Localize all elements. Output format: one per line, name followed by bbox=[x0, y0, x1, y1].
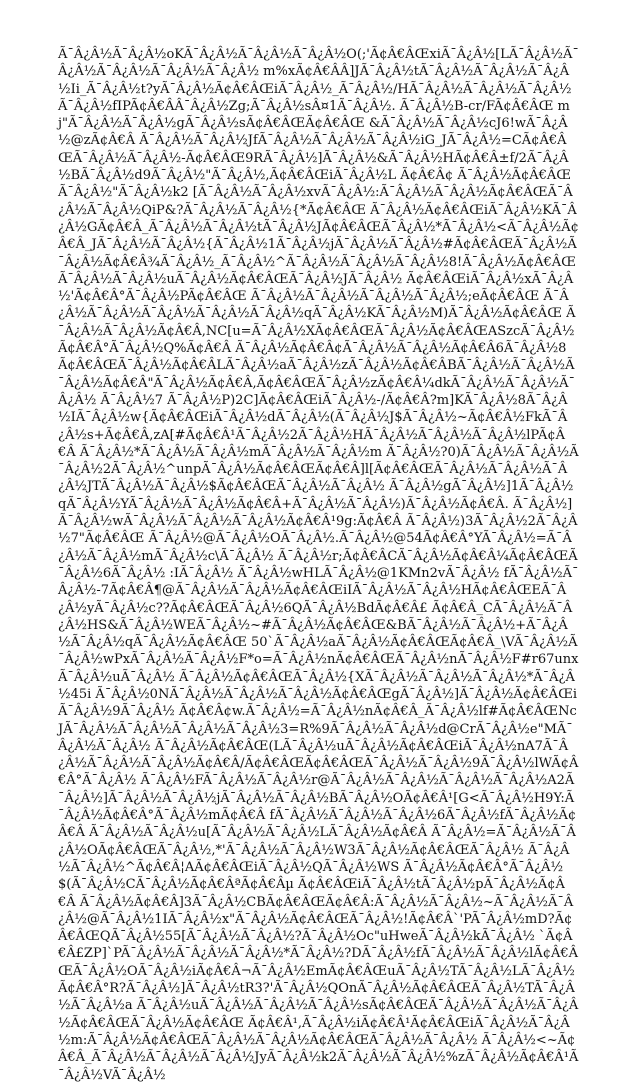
garbled-body-text: Ã¯Â¿Â½Ã¯Â¿Â½oKÃ¯Â¿Â½Ã¯Â¿Â½Ã¯Â¿Â½O(;'Ã¢Â€ÂŒxiÃ¯Â¿Â½[LÃ¯Â¿Â½Ã¯Â¿Â½Ã¯Â¿Â½Ã¯Â¿Â½Ã¯Â¿Â½ m%xÃ¢Â€ÂÂ]JÃ¯Â¿Â½tÃ¯Â¿Â½Ã¯Â¿Â½Ã¯Â¿Â½Ii_Ã¯Â¿Â½t?yÃ¯Â¿Â½Ã¢Â€ÂŒiÃ¯Â¿Â½_Ã¯Â¿Â½/HÃ¯Â¿Â½Ã¯Â¿Â½Ã¯Â¿Â½ Ã¯Â¿Â½fIPÃ¢Â€ÂÂ¯Â¿Â½Zg;Ã¯Â¿Â½sÂ¤1Ã¯Â¿Â½. Ã¯Â¿Â½B-cr/FÃ¢Â€ÂŒ mj"Ã¯Â¿Â½Ã¯Â¿Â½gÃ¯Â¿Â½sÃ¢Â€ÂŒÃ¢Â€ÂŒ &Ã¯Â¿Â½Ã¯Â¿Â½cJ6!wÃ¯Â¿Â½@zÃ¢Â€Â Ã¯Â¿Â½Ã¯Â¿Â½JfÃ¯Â¿Â½Ã¯Â¿Â½Ã¯Â¿Â½iG_JÃ¯Â¿Â½=CÃ¢Â€ÂŒÃ¯Â¿Â½Ã¯Â¿Â½-Ã¢Â€ÂŒ9RÃ¯Â¿Â½]Ã¯Â¿Â½&Ã¯Â¿Â½HÃ¢Â€Â±f/2Ã¯Â¿Â½BÃ¯Â¿Â½d9Ã¯Â¿Â½"Ã¯Â¿Â½,Ã¢Â€ÂŒiÃ¯Â¿Â½L Ã¢Â€Â¢ Ã¯Â¿Â½Ã¢Â€ÂŒ Ã¯Â¿Â½"Ã¯Â¿Â½k2 [Ã¯Â¿Â½Ã¯Â¿Â½xvÃ¯Â¿Â½:Ã¯Â¿Â½Ã¯Â¿Â½Ã¢Â€ÂŒÃ¯Â¿Â½Ã¯Â¿Â½QiP&?Ã¯Â¿Â½Ã¯Â¿Â½{*Ã¢Â€ÂŒ Ã¯Â¿Â½Ã¢Â€ÂŒiÃ¯Â¿Â½KÃ¯Â¿Â½GÃ¢Â€Â_Ã¯Â¿Â½Ã¯Â¿Â½tÃ¯Â¿Â½JÃ¢Â€ÂŒÃ¯Â¿Â½*Ã¯Â¿Â½<Ã¯Â¿Â½Ã¢Â€Â_JÃ¯Â¿Â½Ã¯Â¿Â½{Ã¯Â¿Â½1Ã¯Â¿Â½jÃ¯Â¿Â½Ã¯Â¿Â½#Ã¢Â€ÂŒÃ¯Â¿Â½Ã¯Â¿Â½Ã¢Â€Â¾Ã¯Â¿Â½_Ã¯Â¿Â½^Ã¯Â¿Â½Ã¯Â¿Â½Ã¯Â¿Â½8!Ã¯Â¿Â½Ã¢Â€ÂŒÃ¯Â¿Â½Ã¯Â¿Â½uÃ¯Â¿Â½Ã¢Â€ÂŒÃ¯Â¿Â½JÃ¯Â¿Â½ Ã¢Â€ÂŒiÃ¯Â¿Â½xÃ¯Â¿Â½'Ã¢Â€Â°Ã¯Â¿Â½PÃ¢Â€ÂŒ Ã¯Â¿Â½Ã¯Â¿Â½Ã¯Â¿Â½Ã¯Â¿Â½;eÃ¢Â€ÂŒ Ã¯Â¿Â½Ã¯Â¿Â½Ã¯Â¿Â½Ã¯Â¿Â½Ã¯Â¿Â½qÃ¯Â¿Â½KÃ¯Â¿Â½M)Ã¯Â¿Â½Ã¢Â€ÂŒ Ã¯Â¿Â½Ã¯Â¿Â½Ã¢Â€Â,NC[u=Ã¯Â¿Â½XÃ¢Â€ÂŒÃ¯Â¿Â½Ã¢Â€ÂŒASzcÃ¯Â¿Â½Ã¢Â€Â°Ã¯Â¿Â½Q%Ã¢Â€Â Ã¯Â¿Â½Ã¢Â€Â¢Ã¯Â¿Â½Ã¯Â¿Â½Ã¢Â€Â6Ã¯Â¿Â½8Ã¢Â€ÂŒÃ¯Â¿Â½Ã¢Â€ÂLÃ¯Â¿Â½aÃ¯Â¿Â½zÃ¯Â¿Â½Ã¢Â€ÂBÃ¯Â¿Â½Ã¯Â¿Â½Ã¯Â¿Â½Ã¢Â€Â"Ã¯Â¿Â½Ã¢Â€Â,Ã¢Â€ÂŒÃ¯Â¿Â½zÃ¢Â€Â¼dkÃ¯Â¿Â½Ã¯Â¿Â½Ã¯Â¿Â½ Ã¯Â¿Â½7 Ã¯Â¿Â½P)2C]Ã¢Â€ÂŒiÃ¯Â¿Â½-/Ã¢Â€Â?m]KÃ¯Â¿Â½8Ã¯Â¿Â½IÃ¯Â¿Â½w{Ã¢Â€ÂŒiÃ¯Â¿Â½dÃ¯Â¿Â½(Ã¯Â¿Â½J$Ã¯Â¿Â½~Ã¢Â€Â½FkÃ¯Â¿Â½s+Ã¢Â€Â,zA[#Ã¢Â€Â¹Ã¯Â¿Â½2Ã¯Â¿Â½HÃ¯Â¿Â½Ã¯Â¿Â½Ã¯Â¿Â½lPÃ¢Â€Â Ã¯Â¿Â½*Ã¯Â¿Â½Ã¯Â¿Â½mÃ¯Â¿Â½Ã¯Â¿Â½m Ã¯Â¿Â½?0)Ã¯Â¿Â½Ã¯Â¿Â½Ã¯Â¿Â½2Ã¯Â¿Â½^unpÃ¯Â¿Â½Ã¢Â€ÂŒÃ¢Â€Â]l[Ã¢Â€ÂŒÃ¯Â¿Â½Ã¯Â¿Â½Ã¯Â¿Â½JTÃ¯Â¿Â½Ã¯Â¿Â½$Ã¢Â€ÂŒÃ¯Â¿Â½Ã¯Â¿Â½ Ã¯Â¿Â½gÃ¯Â¿Â½]1Ã¯Â¿Â½qÃ¯Â¿Â½YÃ¯Â¿Â½Ã¯Â¿Â½Ã¢Â€Â+Ã¯Â¿Â½Ã¯Â¿Â½)Ã¯Â¿Â½Ã¢Â€Â. Ã¯Â¿Â½]Ã¯Â¿Â½wÃ¯Â¿Â½Ã¯Â¿Â½Ã¯Â¿Â½Ã¢Â€Â¹9g:Ã¢Â€Â Ã¯Â¿Â½)3Ã¯Â¿Â½2Ã¯Â¿Â½7"Ã¢Â€ÂŒ Ã¯Â¿Â½@Ã¯Â¿Â½OÃ¯Â¿Â½.Ã¯Â¿Â½@54Ã¢Â€Â°YÃ¯Â¿Â½=Ã¯Â¿Â½Ã¯Â¿Â½mÃ¯Â¿Â½c\Ã¯Â¿Â½ Ã¯Â¿Â½r;Ã¢Â€ÂCÃ¯Â¿Â½Ã¢Â€Â¼Ã¢Â€ÂŒÃ¯Â¿Â½6Ã¯Â¿Â½ :IÃ¯Â¿Â½ Ã¯Â¿Â½wHLÃ¯Â¿Â½@1KMn2vÃ¯Â¿Â½ fÃ¯Â¿Â½Ã¯Â¿Â½-7Ã¢Â€Â¶@Ã¯Â¿Â½Ã¯Â¿Â½Ã¢Â€ÂŒiIÃ¯Â¿Â½Ã¯Â¿Â½HÃ¢Â€ÂŒEÃ¯Â¿Â½yÃ¯Â¿Â½c??Ã¢Â€ÂŒÃ¯Â¿Â½6QÃ¯Â¿Â½BdÃ¢Â€Â£ Ã¢Â€Â_CÃ¯Â¿Â½Ã¯Â¿Â½HS&Ã¯Â¿Â½WEÃ¯Â¿Â½~#Ã¯Â¿Â½Ã¢Â€ÂŒ&BÃ¯Â¿Â½Ã¯Â¿Â½+Ã¯Â¿Â½Ã¯Â¿Â½qÃ¯Â¿Â½Ã¢Â€ÂŒ 50`Ã¯Â¿Â½aÃ¯Â¿Â½Ã¢Â€ÂŒÃ¢Â€Â_\VÃ¯Â¿Â½Ã¯Â¿Â½wPxÃ¯Â¿Â½Ã¯Â¿Â½F*o=Ã¯Â¿Â½nÃ¢Â€ÂŒÃ¯Â¿Â½nÃ¯Â¿Â½F#r67unxÃ¯Â¿Â½uÃ¯Â¿Â½ Ã¯Â¿Â½Ã¢Â€ÂŒÃ¯Â¿Â½{XÃ¯Â¿Â½Ã¯Â¿Â½Ã¯Â¿Â½*Ã¯Â¿Â½45i Ã¯Â¿Â½0NÃ¯Â¿Â½Ã¯Â¿Â½Ã¯Â¿Â½Ã¢Â€ÂŒgÃ¯Â¿Â½]Ã¯Â¿Â½Ã¢Â€ÂŒiÃ¯Â¿Â½9Ã¯Â¿Â½ Ã¢Â€Â¢w.Ã¯Â¿Â½=Ã¯Â¿Â½nÃ¢Â€Â_Ã¯Â¿Â½lf#Ã¢Â€ÂŒNcJÃ¯Â¿Â½Ã¯Â¿Â½Ã¯Â¿Â½Ã¯Â¿Â½3=R%9Ã¯Â¿Â½Ã¯Â¿Â½d@CrÃ¯Â¿Â½e"MÃ¯Â¿Â½Ã¯Â¿Â½ Ã¯Â¿Â½Ã¢Â€ÂŒ(LÃ¯Â¿Â½uÃ¯Â¿Â½Ã¢Â€ÂŒiÃ¯Â¿Â½nA7Ã¯Â¿Â½Ã¯Â¿Â½Ã¯Â¿Â½Ã¢Â€Â/Ã¢Â€ÂŒÃ¢Â€ÂŒÃ¯Â¿Â½Ã¯Â¿Â½9Ã¯Â¿Â½lWÃ¢Â€Â°Ã¯Â¿Â½ Ã¯Â¿Â½FÃ¯Â¿Â½Ã¯Â¿Â½r@Ã¯Â¿Â½Ã¯Â¿Â½Ã¯Â¿Â½Ã¯Â¿Â½A2Ã¯Â¿Â½]Ã¯Â¿Â½Ã¯Â¿Â½jÃ¯Â¿Â½Ã¯Â¿Â½BÃ¯Â¿Â½OÃ¢Â€Â¹[G<Ã¯Â¿Â½H9Y:Ã¯Â¿Â½Ã¢Â€Â°Ã¯Â¿Â½mÃ¢Â€Â fÃ¯Â¿Â½Ã¯Â¿Â½Ã¯Â¿Â½6Ã¯Â¿Â½fÃ¯Â¿Â½Ã¢Â€Â Ã¯Â¿Â½Ã¯Â¿Â½u[Ã¯Â¿Â½Ã¯Â¿Â½LÃ¯Â¿Â½Ã¢Â€Â Ã¯Â¿Â½=Ã¯Â¿Â½Ã¯Â¿Â½OÃ¢Â€ÂŒÃ¯Â¿Â½,*'Ã¯Â¿Â½Ã¯Â¿Â½W3Ã¯Â¿Â½Ã¢Â€ÂŒÃ¯Â¿Â½ Ã¯Â¿Â½Ã¯Â¿Â½^Ã¢Â€Â¦AÃ¢Â€ÂŒiÃ¯Â¿Â½QÃ¯Â¿Â½WS Ã¯Â¿Â½Ã¢Â€Â°Ã¯Â¿Â½$(Ã¯Â¿Â½CÃ¯Â¿Â½Ã¢Â€ÂªÃ¢Â€Âµ Ã¢Â€ÂŒiÃ¯Â¿Â½tÃ¯Â¿Â½pÃ¯Â¿Â½Ã¢Â€Â Ã¯Â¿Â½Ã¢Â€Â]3Ã¯Â¿Â½CBÃ¢Â€ÂŒÃ¢Â€Â:Ã¯Â¿Â½Ã¯Â¿Â½~Ã¯Â¿Â½Ã¯Â¿Â½@Ã¯Â¿Â½1IÃ¯Â¿Â½x"Ã¯Â¿Â½Ã¢Â€ÂŒÃ¯Â¿Â½!Ã¢Â€Â`'PÃ¯Â¿Â½mD?Ã¢Â€ÂŒQÃ¯Â¿Â½55[Ã¯Â¿Â½Ã¯Â¿Â½?Ã¯Â¿Â½Oc"uHweÃ¯Â¿Â½kÃ¯Â¿Â½ `Ã¢Â€Â£ZP]`PÃ¯Â¿Â½Ã¯Â¿Â½Ã¯Â¿Â½*Ã¯Â¿Â½?DÃ¯Â¿Â½fÃ¯Â¿Â½Ã¯Â¿Â½lÃ¢Â€ÂŒÃ¯Â¿Â½OÃ¯Â¿Â½iÃ¢Â€Â¬Ã¯Â¿Â½EmÃ¢Â€ÂŒuÃ¯Â¿Â½TÃ¯Â¿Â½LÃ¯Â¿Â½Ã¢Â€Â°R?Ã¯Â¿Â½]Ã¯Â¿Â½tR3?'Ã¯Â¿Â½QOnÃ¯Â¿Â½Ã¢Â€ÂŒÃ¯Â¿Â½TÃ¯Â¿Â½Ã¯Â¿Â½a Ã¯Â¿Â½uÃ¯Â¿Â½Ã¯Â¿Â½Ã¯Â¿Â½sÃ¢Â€ÂŒÃ¯Â¿Â½Ã¯Â¿Â½Ã¯Â¿Â½Ã¢Â€ÂŒÃ¯Â¿Â½Ã¢Â€ÂŒ Ã¢Â€Â¹,Ã¯Â¿Â½iÃ¢Â€Â¹Ã¢Â€ÂŒiÃ¯Â¿Â½Ã¯Â¿Â½m:Ã¯Â¿Â½Ã¢Â€ÂŒÃ¯Â¿Â½Ã¯Â¿Â½Ã¢Â€ÂŒÃ¯Â¿Â½Ã¯Â¿Â½ Ã¯Â¿Â½<~Ã¢Â€Â_Ã¯Â¿Â½Ã¯Â¿Â½Ã¯Â¿Â½JyÃ¯Â¿Â½k2Ã¯Â¿Â½Ã¯Â¿Â½%zÃ¯Â¿Â½Ã¢Â€Â¹Ã¯Â¿Â½VÃ¯Â¿Â½ bbox=[58, 47, 579, 1083]
